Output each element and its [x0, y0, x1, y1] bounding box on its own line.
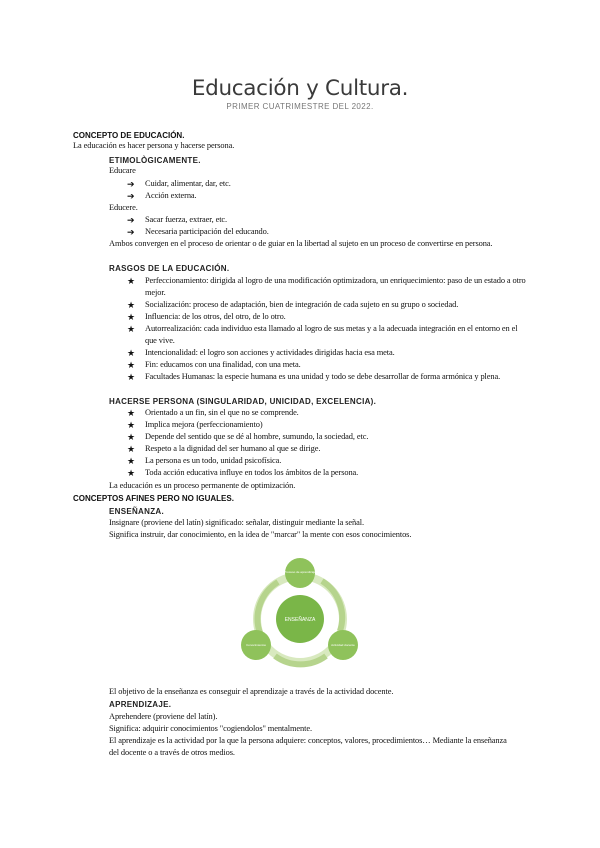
list-item: Acción externa. — [145, 191, 197, 200]
star-icon: ★ — [127, 276, 136, 286]
list-item: Fin: educamos con una finalidad, con una meta. — [145, 360, 301, 369]
node-right-label: Actividad docente — [331, 643, 355, 647]
subheading-etimologicamente: ETIMOLÒGICAMENTE. — [109, 156, 201, 165]
section-heading-concepto: CONCEPTO DE EDUCACIÓN. — [73, 131, 185, 140]
list-item: Socialización: proceso de adaptación, bien de integración de cada sujeto en su grupo o sociedad. — [145, 300, 459, 309]
list-item: Facultades Humanas: la especie humana es una unidad y todo se debe desarrollar de forma armónica y plena. — [145, 372, 501, 381]
star-icon: ★ — [127, 372, 136, 382]
ensenanza-after: El objetivo de la enseñanza es conseguir el aprendizaje a través de la actividad docente. — [109, 687, 394, 696]
list-item: La persona es un todo, unidad psicofísica. — [145, 456, 282, 465]
intro-text: La educación es hacer persona y hacerse persona. — [73, 141, 235, 150]
hacerse-closing: La educación es un proceso permanente de optimización. — [109, 481, 296, 490]
arrow-icon: ➔ — [127, 215, 135, 225]
arrow-icon: ➔ — [127, 227, 135, 237]
subheading-ensenanza: ENSEÑANZA. — [109, 507, 165, 516]
star-icon: ★ — [127, 456, 136, 466]
aprendizaje-line-2: Significa: adquirir conocimientos "cogiendolos" mentalmente. — [109, 724, 312, 733]
list-item: Intencionalidad: el logro son acciones y actividades dirigidas hacia esa meta. — [145, 348, 395, 357]
star-icon: ★ — [127, 408, 136, 418]
star-icon: ★ — [127, 432, 136, 442]
arrow-icon: ➔ — [127, 179, 135, 189]
word-educere: Educere. — [109, 203, 138, 212]
list-item: Orientado a un fin, sin el que no se comprende. — [145, 408, 299, 417]
subheading-aprendizaje: APRENDIZAJE. — [109, 700, 172, 709]
star-icon: ★ — [127, 300, 136, 310]
cycle-arrow — [258, 582, 278, 633]
star-icon: ★ — [127, 312, 136, 322]
section-heading-conceptos-afines: CONCEPTOS AFINES PERO NO IGUALES. — [73, 494, 234, 503]
star-icon: ★ — [127, 444, 136, 454]
ensenanza-cycle-diagram — [230, 555, 370, 673]
star-icon: ★ — [127, 420, 136, 430]
list-item: Autorrealización: cada individuo esta llamado al logro de sus metas y a la adecuada integración en el entorno en el que vive. — [145, 324, 518, 345]
word-educare: Educare — [109, 166, 136, 175]
star-icon: ★ — [127, 348, 136, 358]
subheading-rasgos: RASGOS DE LA EDUCACIÓN. — [109, 264, 230, 273]
aprendizaje-line-1: Aprehendere (proviene del latín). — [109, 712, 218, 721]
list-item: Depende del sentido que se dé al hombre, sumundo, la sociedad, etc. — [145, 432, 369, 441]
ensenanza-line-2: Significa instruir, dar conocimiento, en la idea de "marcar" la mente con esos conocimientos. — [109, 530, 412, 539]
star-icon: ★ — [127, 324, 136, 334]
node-top-label: Proceso de aprendizaje — [284, 570, 316, 574]
list-item: Necesaria participación del educando. — [145, 227, 269, 236]
list-item: Influencia: de los otros, del otro, de lo otro. — [145, 312, 286, 321]
star-icon: ★ — [127, 468, 136, 478]
aprendizaje-line-3: El aprendizaje es la actividad por la que la persona adquiere: conceptos, valores, procedimientos… Mediante la enseñanza del docente o a través de otros medios. — [109, 736, 507, 757]
list-item: Cuidar, alimentar, dar, etc. — [145, 179, 231, 188]
list-item: Implica mejora (perfeccionamiento) — [145, 420, 263, 429]
list-item: Sacar fuerza, extraer, etc. — [145, 215, 228, 224]
star-icon: ★ — [127, 360, 136, 370]
center-label: ENSEÑANZA — [284, 617, 316, 623]
list-item: Perfeccionamiento: dirigida al logro de una modificación optimizadora, un enriquecimiento: paso de un estado a otro mejor. — [145, 276, 526, 297]
list-item: Respeto a la dignidad del ser humano al que se dirige. — [145, 444, 321, 453]
ensenanza-line-1: Insignare (proviene del latín) significado: señalar, distinguir mediante la señal. — [109, 518, 364, 527]
list-item: Toda acción educativa influye en todos los ámbitos de la persona. — [145, 468, 359, 477]
etim-summary: Ambos convergen en el proceso de orientar o de guiar en la libertad al sujeto en un proceso de convertirse en persona. — [109, 239, 493, 248]
subheading-hacerse-persona: HACERSE PERSONA (SINGULARIDAD, UNICIDAD, EXCELENCIA). — [109, 397, 377, 406]
node-left-label: Conocimientos — [246, 643, 266, 647]
page-subtitle: PRIMER CUATRIMESTRE DEL 2022. — [226, 102, 374, 111]
arrow-icon: ➔ — [127, 191, 135, 201]
page-title: Educación y Cultura. — [191, 76, 409, 101]
